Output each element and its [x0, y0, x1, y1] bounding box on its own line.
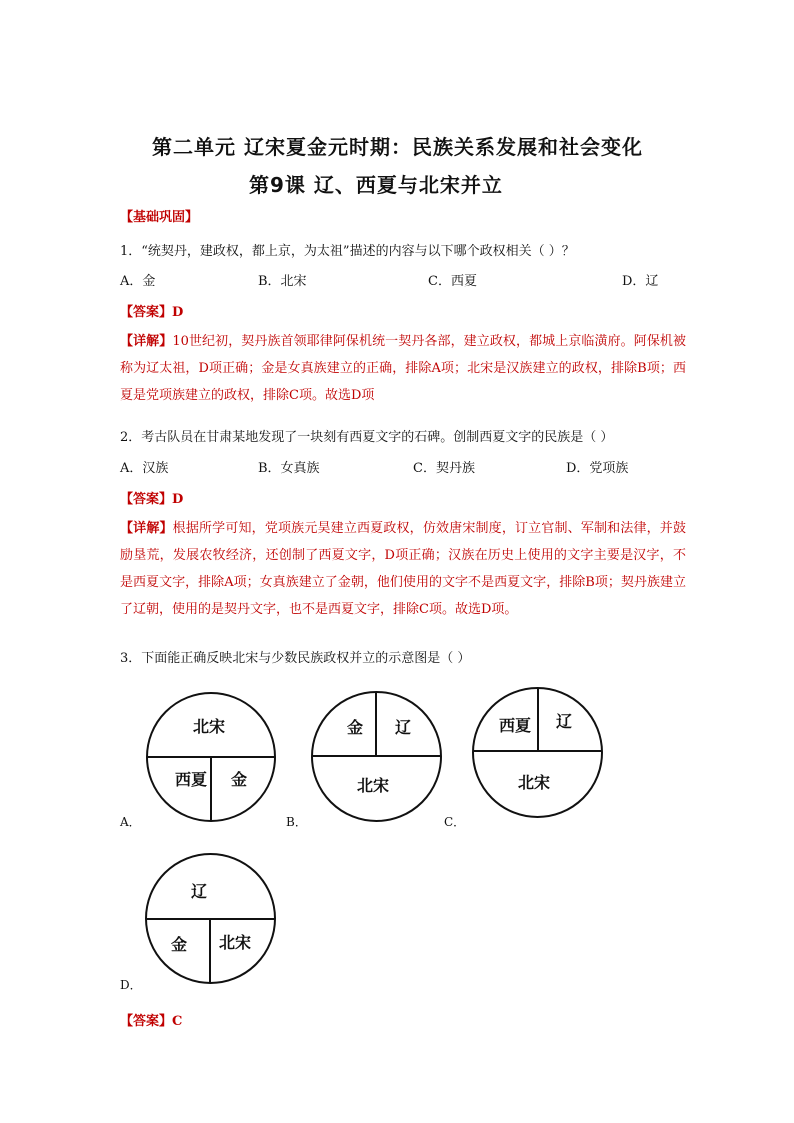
diagram-d-letter: D． [120, 978, 142, 992]
diagram-b-letter: B． [286, 815, 307, 829]
diagram-a-circle [146, 692, 276, 822]
diagram-c-dividers [474, 689, 601, 816]
q2-option-a: A．汉族 [120, 461, 169, 476]
diagram-a-label-bottom-left: 西夏 [175, 770, 208, 789]
diagram-b-dividers [313, 693, 440, 820]
q1-answer: 【答案】D [120, 305, 184, 320]
q1-explain-text: 10世纪初，契丹族首领耶律阿保机统一契丹各部，建立政权，都城上京临潢府。阿保机被称为辽太祖，D项正确；金是女真族建立的正确，排除A项；北宋是汉族建立的政权，排除B项；西夏是党项族建立的政权，排除C项。故选D项 [120, 334, 686, 403]
q1-explain-label: 【详解】 [120, 334, 173, 349]
diagram-a-label-top: 北宋 [193, 717, 226, 736]
section-label: 【基础巩固】 [120, 210, 199, 225]
q2-option-d: D．党项族 [566, 461, 629, 476]
diagram-d-label-bottom-left: 金 [171, 935, 188, 954]
diagram-a-letter: A． [120, 815, 141, 829]
q1-explanation [120, 328, 686, 409]
question-1-stem: 1．“统契丹，建政权，都上京，为太祖”描述的内容与以下哪个政权相关（ ）？ [120, 244, 575, 259]
lesson-title: 第9课 辽、西夏与北宋并立 [249, 173, 503, 197]
q2-explanation [120, 515, 686, 623]
diagram-d-circle [145, 853, 276, 984]
diagram-c-circle [472, 687, 603, 818]
q1-option-d: D．辽 [622, 274, 659, 289]
q1-option-b: B．北宋 [258, 274, 307, 289]
diagram-b-label-bottom: 北宋 [357, 776, 390, 795]
question-2-stem: 2．考古队员在甘肃某地发现了一块刻有西夏文字的石碑。创制西夏文字的民族是（ ） [120, 430, 614, 445]
q2-explain-label: 【详解】 [120, 521, 173, 536]
question-3-stem: 3．下面能正确反映北宋与少数民族政权并立的示意图是（ ） [120, 651, 471, 666]
q1-option-a: A．金 [120, 274, 156, 289]
diagram-a-label-bottom-right: 金 [231, 770, 248, 789]
diagram-c-label-top-right: 辽 [556, 712, 573, 731]
diagram-d-dividers [147, 855, 274, 982]
diagram-c-letter: C． [444, 815, 466, 829]
q2-option-c: C．契丹族 [413, 461, 475, 476]
q2-explain-text: 根据所学可知，党项族元昊建立西夏政权，仿效唐宋制度，订立官制、军制和法律，并鼓励垦荒，发展农牧经济，还创制了西夏文字，D项正确；汉族在历史上使用的文字主要是汉字，不是西夏文字，排除A项；女真族建立了金朝，他们使用的文字不是西夏文字，排除B项；契丹族建立了辽朝，使用的是契丹文字，也不是西夏文字，排除C项。故选D项。 [120, 521, 686, 617]
q1-option-c: C．西夏 [428, 274, 477, 289]
q2-answer: 【答案】D [120, 492, 184, 507]
unit-title: 第二单元 辽宋夏金元时期：民族关系发展和社会变化 [152, 135, 643, 159]
diagram-c-label-top-left: 西夏 [499, 716, 532, 735]
diagram-b-circle [311, 691, 442, 822]
diagram-d-label-top: 辽 [191, 882, 208, 901]
diagram-b-label-top-right: 辽 [395, 718, 412, 737]
diagram-d-label-bottom-right: 北宋 [219, 933, 252, 952]
q2-option-b: B．女真族 [258, 461, 320, 476]
diagram-b-label-top-left: 金 [347, 718, 364, 737]
diagram-a-dividers [148, 694, 274, 820]
q3-answer: 【答案】C [120, 1014, 183, 1029]
diagram-c-label-bottom: 北宋 [518, 773, 551, 792]
